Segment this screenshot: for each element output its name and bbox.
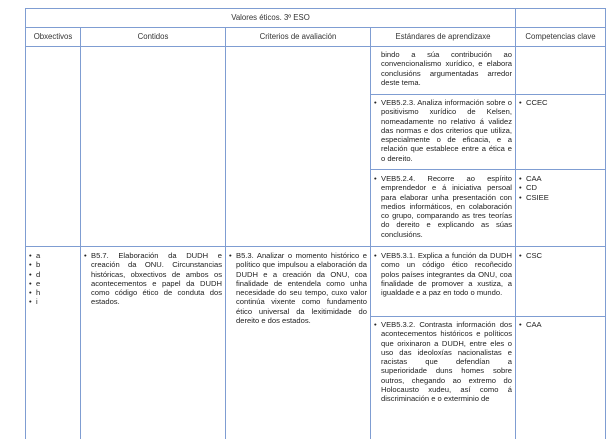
objective-item: • i bbox=[29, 297, 77, 306]
competence-item: • CD bbox=[519, 183, 603, 192]
objective-item: • h bbox=[29, 288, 77, 297]
standard-divider-2 bbox=[370, 169, 606, 170]
competences-cell-veb531 bbox=[519, 251, 603, 260]
competence-item: • CAA bbox=[519, 174, 603, 183]
table-border-top bbox=[25, 8, 606, 9]
objective-item: • d bbox=[29, 270, 77, 279]
competence-item: • CSIEE bbox=[519, 193, 603, 202]
title-row-divider bbox=[25, 27, 606, 28]
standard-divider-1 bbox=[370, 94, 606, 95]
header-criteria: Criterios de avaliación bbox=[259, 32, 337, 41]
criterion-cell-b53 bbox=[229, 251, 367, 325]
competence-item: • CSC bbox=[519, 251, 603, 260]
header-competences: Competencias clave bbox=[525, 32, 596, 41]
table-border-right bbox=[605, 8, 606, 439]
competences-cell-veb532 bbox=[519, 320, 603, 329]
table-border-left bbox=[25, 8, 26, 439]
competences-cell-veb524 bbox=[519, 174, 603, 202]
column-divider-objectives bbox=[80, 27, 81, 439]
criterion-text: • B5.3. Analizar o momento histórico e político que impulsou a elaboración da DUDH e a creación da ONU, coa finalidade de entendela como unha necesidade do seu tempo, cuxo valor continúa vixente como fundamento ético universal da lexitimidade do dereito e dos estados. bbox=[229, 251, 367, 325]
standard-cell-veb524 bbox=[374, 174, 512, 239]
standard-text: • VEB5.2.4. Recorre ao espírito emprendedor e á iniciativa persoal para elaborar unha presentación con medios informáticos, en colaboración co grupo, comparando as tres teorías do dereito e explicando as súas conclusións. bbox=[374, 174, 512, 239]
objective-item: • b bbox=[29, 260, 77, 269]
column-divider-criteria bbox=[370, 27, 371, 439]
table-title: Valores éticos. 3º ESO bbox=[231, 13, 310, 22]
standard-cell-continuation: bindo a súa contribución ao convencionalismo xurídico, e elabora conclusións argumentadas arredor deste tema. bbox=[381, 50, 512, 87]
objective-item: • e bbox=[29, 279, 77, 288]
competence-item: • CCEC bbox=[519, 98, 603, 107]
row-divider bbox=[25, 246, 606, 247]
objectives-list bbox=[29, 251, 77, 307]
column-divider-standards bbox=[515, 8, 516, 439]
header-contents: Contidos bbox=[137, 32, 169, 41]
standard-cell-veb532 bbox=[374, 320, 512, 404]
standard-cell-veb531 bbox=[374, 251, 512, 297]
competence-item: • CAA bbox=[519, 320, 603, 329]
header-objectives: Obxectivos bbox=[33, 32, 73, 41]
column-divider-contents bbox=[225, 27, 226, 439]
standard-text: • VEB5.3.2. Contrasta información dos acontecementos históricos e políticos que orixinaron a DUDH, entre eles o uso das ideoloxías nacionalistas e racistas que defendían a superioridade duns homes sobre outros, chegando ao extremo do Holocausto xudeu, así como á discriminación e o exterminio de bbox=[374, 320, 512, 404]
header-row-divider bbox=[25, 46, 606, 47]
content-text: • B5.7. Elaboración da DUDH e creación da ONU. Circunstancias históricas, obxectivos de ambos os acontecementos e papel da DUDH como código ético de conduta dos estados. bbox=[84, 251, 222, 307]
standard-cell-veb523 bbox=[374, 98, 512, 163]
standard-text: • VEB5.3.1. Explica a función da DUDH como un código ético recoñecido polos países integrantes da ONU, coa finalidade de promover a xustiza, a igualdade e a paz en todo o mundo. bbox=[374, 251, 512, 297]
content-cell-b57 bbox=[84, 251, 222, 307]
standard-text: • VEB5.2.3. Analiza información sobre o positivismo xurídico de Kelsen, nomeadamente no relativo á validez das normas e dos criterios que utiliza, especialmente o de eficacia, e a relación que establece entre a ética e o dereito. bbox=[374, 98, 512, 163]
objective-item: • a bbox=[29, 251, 77, 260]
header-standards: Estándares de aprendizaxe bbox=[395, 32, 491, 41]
standard-divider-3 bbox=[370, 316, 606, 317]
competences-cell-veb523 bbox=[519, 98, 603, 107]
